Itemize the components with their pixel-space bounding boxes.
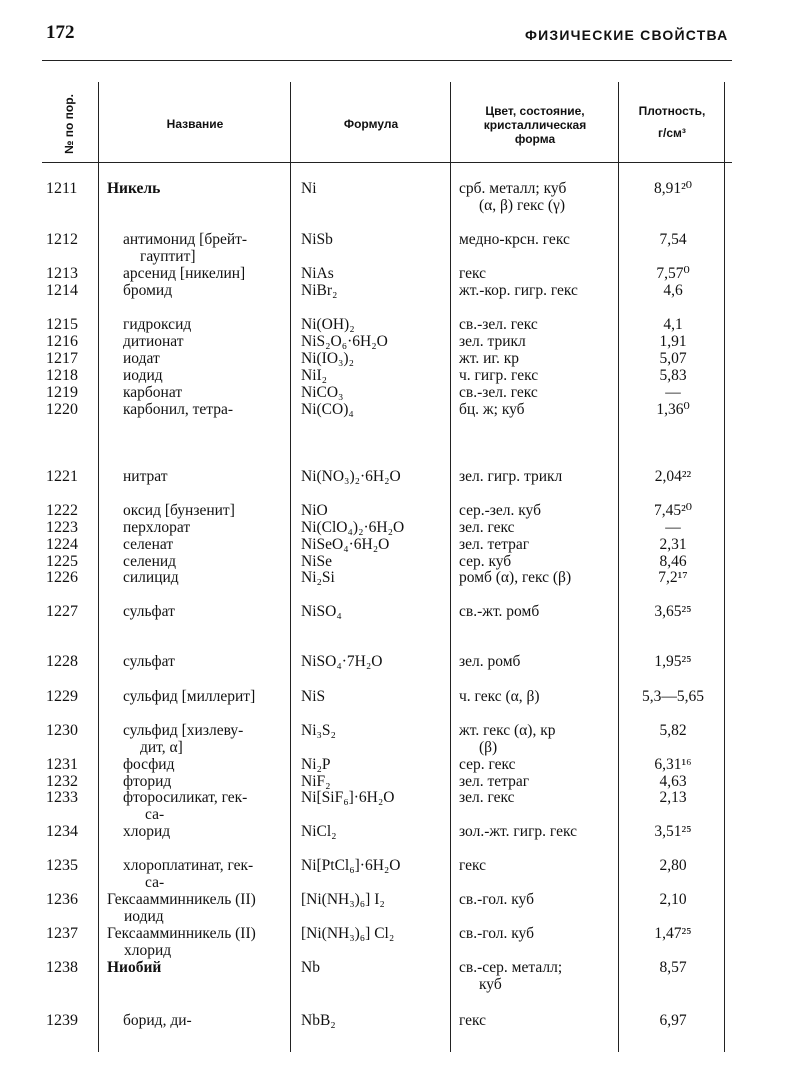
row-description: бц. ж; куб — [459, 401, 525, 418]
row-formula: Ni[PtCl₆]·6H₂O — [301, 857, 401, 874]
row-description: ч. гекс (α, β) — [459, 688, 540, 705]
row-formula: Ni(NO₃)₂·6H₂O — [301, 468, 401, 485]
row-density: 1,47²⁵ — [654, 925, 692, 942]
row-number: 1237 — [46, 925, 78, 942]
row-number: 1224 — [46, 536, 78, 553]
row-name-line1: фторосиликат, гек- — [123, 789, 248, 806]
row-density: 8,57 — [659, 959, 687, 976]
row-number: 1225 — [46, 553, 78, 570]
row-number: 1229 — [46, 688, 78, 705]
row-formula: Ni₂P — [301, 756, 331, 773]
row-name: борид, ди- — [123, 1012, 192, 1029]
header-density-line1: Плотность, — [638, 104, 706, 118]
row-number: 1217 — [46, 350, 78, 367]
row-number: 1230 — [46, 722, 78, 739]
row-name: бромид — [123, 282, 173, 299]
row-description: ромб (α), гекс (β) — [459, 569, 572, 586]
row-description: св.-гол. куб — [459, 925, 534, 942]
row-formula: NiSeO₄·6H₂O — [301, 536, 390, 553]
running-head: ФИЗИЧЕСКИЕ СВОЙСТВА — [525, 27, 729, 43]
row-formula: NiO — [301, 502, 328, 519]
row-description-line2: (α, β) гекс (γ) — [479, 197, 566, 214]
column-divider — [98, 82, 99, 1052]
row-formula: NiCO₃ — [301, 384, 344, 401]
row-description — [459, 722, 617, 756]
row-number: 1236 — [46, 891, 78, 908]
row-name-line1: Гексаамминникель (II) — [107, 891, 256, 908]
row-name — [123, 722, 301, 756]
row-formula: NiS₂O₆·6H₂O — [301, 333, 388, 350]
row-name: карбонат — [123, 384, 183, 401]
row-formula: NiSe — [301, 553, 332, 570]
row-description: св.-зел. гекс — [459, 384, 538, 401]
row-name: хлорид — [123, 823, 171, 840]
row-density: 4,63 — [659, 773, 687, 790]
header-desc-line1: Цвет, состояние, — [485, 104, 585, 118]
row-description: ч. гигр. гекс — [459, 367, 539, 384]
row-formula: Ni — [301, 180, 317, 197]
row-formula: Ni[SiF₆]·6H₂O — [301, 789, 395, 806]
row-number: 1221 — [46, 468, 78, 485]
row-description: зел. тетраг — [459, 773, 530, 790]
row-name: Ниобий — [107, 959, 162, 976]
row-name: Никель — [107, 180, 161, 197]
row-number: 1233 — [46, 789, 78, 806]
column-divider — [724, 82, 725, 1052]
top-rule — [42, 60, 732, 61]
row-name-line2: гауптит] — [140, 248, 196, 265]
page-number: 172 — [46, 22, 75, 43]
row-density: 3,65²⁵ — [654, 603, 692, 620]
row-description: зел. гекс — [459, 789, 515, 806]
row-name: сульфид [миллерит] — [123, 688, 256, 705]
row-density: — — [665, 384, 681, 401]
row-density: 4,6 — [663, 282, 683, 299]
row-formula: Ni(ClO₄)₂·6H₂O — [301, 519, 405, 536]
row-description: зел. ромб — [459, 653, 521, 670]
row-number: 1238 — [46, 959, 78, 976]
header-rule — [42, 162, 732, 163]
row-name: арсенид [никелин] — [123, 265, 246, 282]
row-name-line2: хлорид — [124, 942, 172, 959]
row-number: 1226 — [46, 569, 78, 586]
row-density: 7,54 — [659, 231, 687, 248]
row-density: 5,07 — [659, 350, 687, 367]
header-density-line2: г/см³ — [658, 126, 686, 140]
row-name: дитионат — [123, 333, 184, 350]
row-density: 3,51²⁵ — [654, 823, 692, 840]
row-name — [123, 231, 301, 265]
row-description — [459, 959, 617, 993]
row-number: 1228 — [46, 653, 78, 670]
row-description-line2: куб — [479, 976, 502, 993]
row-density: 2,04²² — [654, 468, 692, 485]
row-name-line1: антимонид [брейт- — [123, 231, 248, 248]
header-desc-line3: форма — [514, 132, 556, 146]
row-name: селенид — [123, 553, 177, 570]
row-number: 1215 — [46, 316, 78, 333]
row-name-line2: иодид — [124, 908, 164, 925]
row-density: 8,91²⁰ — [654, 180, 692, 197]
row-density: 5,82 — [659, 722, 687, 739]
row-name-line2: дит, α] — [140, 739, 183, 756]
row-number: 1227 — [46, 603, 78, 620]
row-number: 1213 — [46, 265, 78, 282]
row-formula: NiSO₄·7H₂O — [301, 653, 383, 670]
row-description: жт.-кор. гигр. гекс — [459, 282, 578, 299]
row-description-line1: жт. гекс (α), кр — [459, 722, 556, 739]
row-formula: NbB₂ — [301, 1012, 336, 1029]
row-formula: Nb — [301, 959, 320, 976]
row-description: гекс — [459, 1012, 487, 1029]
header-formula: Формула — [343, 117, 399, 131]
row-description: зел. гигр. трикл — [459, 468, 563, 485]
row-description-line1: св.-сер. металл; — [459, 959, 563, 976]
row-name: иодид — [123, 367, 163, 384]
row-name-line1: сульфид [хизлеву- — [123, 722, 244, 739]
row-formula: NiCl₂ — [301, 823, 337, 840]
header-desc — [452, 104, 618, 146]
row-density: 5,3—5,65 — [642, 688, 704, 705]
header-number — [51, 88, 87, 160]
row-name — [107, 925, 285, 959]
row-density: 4,1 — [663, 316, 683, 333]
row-density: 8,46 — [659, 553, 687, 570]
row-name — [123, 789, 301, 823]
row-name: перхлорат — [123, 519, 191, 536]
row-formula: NiAs — [301, 265, 334, 282]
row-number: 1211 — [46, 180, 78, 197]
row-description: жт. иг. кр — [459, 350, 520, 367]
row-name: оксид [бунзенит] — [123, 502, 235, 519]
header-number-label: № по пор. — [62, 94, 76, 154]
row-density: 7,2¹⁷ — [658, 569, 688, 586]
row-description: зел. трикл — [459, 333, 526, 350]
row-density: 7,57⁰ — [656, 265, 690, 282]
header-name: Название — [166, 117, 224, 131]
row-number: 1220 — [46, 401, 78, 418]
row-formula: NiF₂ — [301, 773, 331, 790]
header-desc-line2: кристаллическая — [483, 118, 587, 132]
row-name — [107, 891, 285, 925]
row-description: медно-крсн. гекс — [459, 231, 570, 248]
row-density: 2,80 — [659, 857, 687, 874]
row-density: — — [665, 519, 681, 536]
row-name: карбонил, тетра- — [123, 401, 234, 418]
row-name: сульфат — [123, 653, 175, 670]
row-name-line1: хлороплатинат, гек- — [123, 857, 254, 874]
row-description: св.-жт. ромб — [459, 603, 540, 620]
row-name: сульфат — [123, 603, 175, 620]
row-number: 1232 — [46, 773, 78, 790]
row-number: 1212 — [46, 231, 78, 248]
row-name: нитрат — [123, 468, 168, 485]
row-number: 1214 — [46, 282, 78, 299]
row-density: 7,45²⁰ — [654, 502, 692, 519]
row-description: св.-гол. куб — [459, 891, 534, 908]
row-description: св.-зел. гекс — [459, 316, 538, 333]
row-name: фторид — [123, 773, 172, 790]
row-density: 2,10 — [659, 891, 687, 908]
row-number: 1239 — [46, 1012, 78, 1029]
row-number: 1219 — [46, 384, 78, 401]
row-formula: NiSb — [301, 231, 333, 248]
row-number: 1223 — [46, 519, 78, 536]
row-number: 1218 — [46, 367, 78, 384]
row-density: 1,95²⁵ — [654, 653, 692, 670]
row-formula: Ni(IO₃)₂ — [301, 350, 354, 367]
row-density: 6,31¹⁶ — [654, 756, 692, 773]
row-name-line1: Гексаамминникель (II) — [107, 925, 256, 942]
row-description: зол.-жт. гигр. гекс — [459, 823, 577, 840]
row-density: 6,97 — [659, 1012, 687, 1029]
column-divider — [618, 82, 619, 1052]
row-description — [459, 180, 617, 214]
row-description: зел. гекс — [459, 519, 515, 536]
row-description: гекс — [459, 857, 487, 874]
row-density: 5,83 — [659, 367, 687, 384]
row-formula: [Ni(NH₃)₆] I₂ — [301, 891, 385, 908]
row-formula: Ni₂Si — [301, 569, 335, 586]
row-density: 1,91 — [659, 333, 687, 350]
row-formula: Ni₃S₂ — [301, 722, 336, 739]
row-number: 1216 — [46, 333, 78, 350]
row-name: селенат — [123, 536, 174, 553]
row-number: 1235 — [46, 857, 78, 874]
row-description-line2: (β) — [479, 739, 498, 756]
row-description: сер.-зел. куб — [459, 502, 541, 519]
row-density: 2,13 — [659, 789, 687, 806]
row-name-line2: са- — [145, 806, 165, 823]
row-description: сер. куб — [459, 553, 512, 570]
row-name: силицид — [123, 569, 179, 586]
row-description-line1: срб. металл; куб — [459, 180, 567, 197]
row-name: фосфид — [123, 756, 175, 773]
row-description: зел. тетраг — [459, 536, 530, 553]
row-formula: [Ni(NH₃)₆] Cl₂ — [301, 925, 395, 942]
row-formula: NiBr₂ — [301, 282, 338, 299]
row-density: 2,31 — [659, 536, 687, 553]
header-density — [620, 104, 724, 140]
row-name — [123, 857, 301, 891]
row-number: 1234 — [46, 823, 78, 840]
row-formula: NiS — [301, 688, 326, 705]
row-name-line2: са- — [145, 874, 165, 891]
row-name: гидроксид — [123, 316, 192, 333]
row-description: гекс — [459, 265, 487, 282]
row-formula: Ni(CO)₄ — [301, 401, 354, 418]
row-formula: Ni(OH)₂ — [301, 316, 355, 333]
row-formula: NiSO₄ — [301, 603, 342, 620]
row-number: 1222 — [46, 502, 78, 519]
row-description: сер. гекс — [459, 756, 516, 773]
row-density: 1,36⁰ — [656, 401, 690, 418]
row-number: 1231 — [46, 756, 78, 773]
row-name: иодат — [123, 350, 160, 367]
row-formula: NiI₂ — [301, 367, 328, 384]
